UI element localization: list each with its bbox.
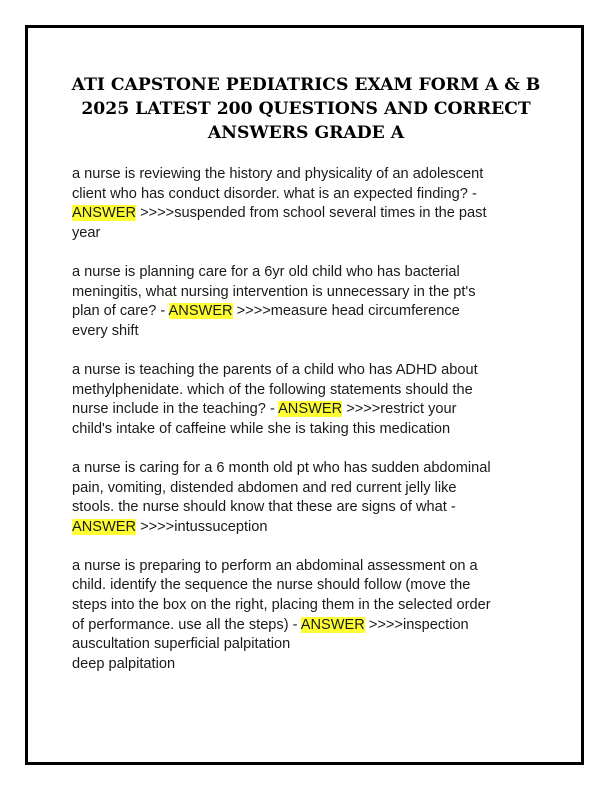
qa-item-4 [72, 459, 542, 537]
qa-item-5 [72, 557, 542, 675]
qa-item-3 [72, 361, 542, 439]
question-line: stools. the nurse should know that these are signs of what - [72, 499, 456, 516]
title-line-1: ATI CAPSTONE PEDIATRICS EXAM FORM A & B [71, 75, 541, 95]
answer-line [72, 518, 542, 538]
question-line: pain, vomiting, distended abdomen and red current jelly like [72, 479, 457, 496]
answer-highlight: ANSWER [168, 303, 233, 320]
answer-text: >>>>restrict your [342, 401, 457, 418]
answer-lead-text: plan of care? - [72, 303, 169, 320]
answer-highlight: ANSWER [72, 205, 137, 222]
qa-item-1 [72, 165, 542, 243]
answer-lead-text: of performance. use all the steps) - [72, 616, 301, 633]
document-title [48, 73, 564, 145]
answer-text: >>>>suspended from school several times in the past [136, 205, 487, 222]
answer-text: >>>>measure head circumference [232, 303, 460, 320]
answer-continuation: every shift [72, 322, 139, 339]
answer-continuation: deep palpitation [72, 655, 176, 672]
question-line: meningitis, what nursing intervention is unnecessary in the pt's [72, 283, 476, 300]
question-line: a nurse is preparing to perform an abdominal assessment on a [72, 557, 478, 574]
question-line: child. identify the sequence the nurse should follow (move the [72, 577, 471, 594]
answer-line [72, 204, 542, 224]
question-line: a nurse is reviewing the history and physicality of an adolescent [72, 166, 484, 182]
title-line-3: ANSWERS GRADE A [207, 123, 405, 143]
answer-text: >>>>inspection [364, 616, 469, 633]
qa-item-2 [72, 263, 542, 341]
question-line: steps into the box on the right, placing them in the selected order [72, 597, 491, 614]
answer-continuation: auscultation superficial palpitation [72, 636, 291, 653]
answer-continuation: year [72, 224, 101, 241]
answer-highlight: ANSWER [72, 518, 137, 535]
title-line-2: 2025 LATEST 200 QUESTIONS AND CORRECT [81, 99, 531, 119]
answer-highlight: ANSWER [278, 401, 343, 418]
answer-line [72, 400, 542, 420]
question-line: a nurse is caring for a 6 month old pt who has sudden abdominal [72, 459, 491, 476]
question-line: a nurse is teaching the parents of a child who has ADHD about [72, 361, 478, 378]
answer-line [72, 302, 542, 322]
question-answer-list [72, 165, 542, 694]
answer-text: >>>>intussuception [136, 518, 268, 535]
answer-continuation: child's intake of caffeine while she is taking this medication [72, 420, 451, 437]
question-line: methylphenidate. which of the following statements should the [72, 381, 473, 398]
answer-highlight: ANSWER [300, 616, 365, 633]
answer-lead-text: nurse include in the teaching? - [72, 401, 279, 418]
question-line: a nurse is planning care for a 6yr old child who has bacterial [72, 263, 460, 280]
answer-line [72, 616, 542, 636]
question-line: client who has conduct disorder. what is an expected finding? - [72, 185, 477, 202]
